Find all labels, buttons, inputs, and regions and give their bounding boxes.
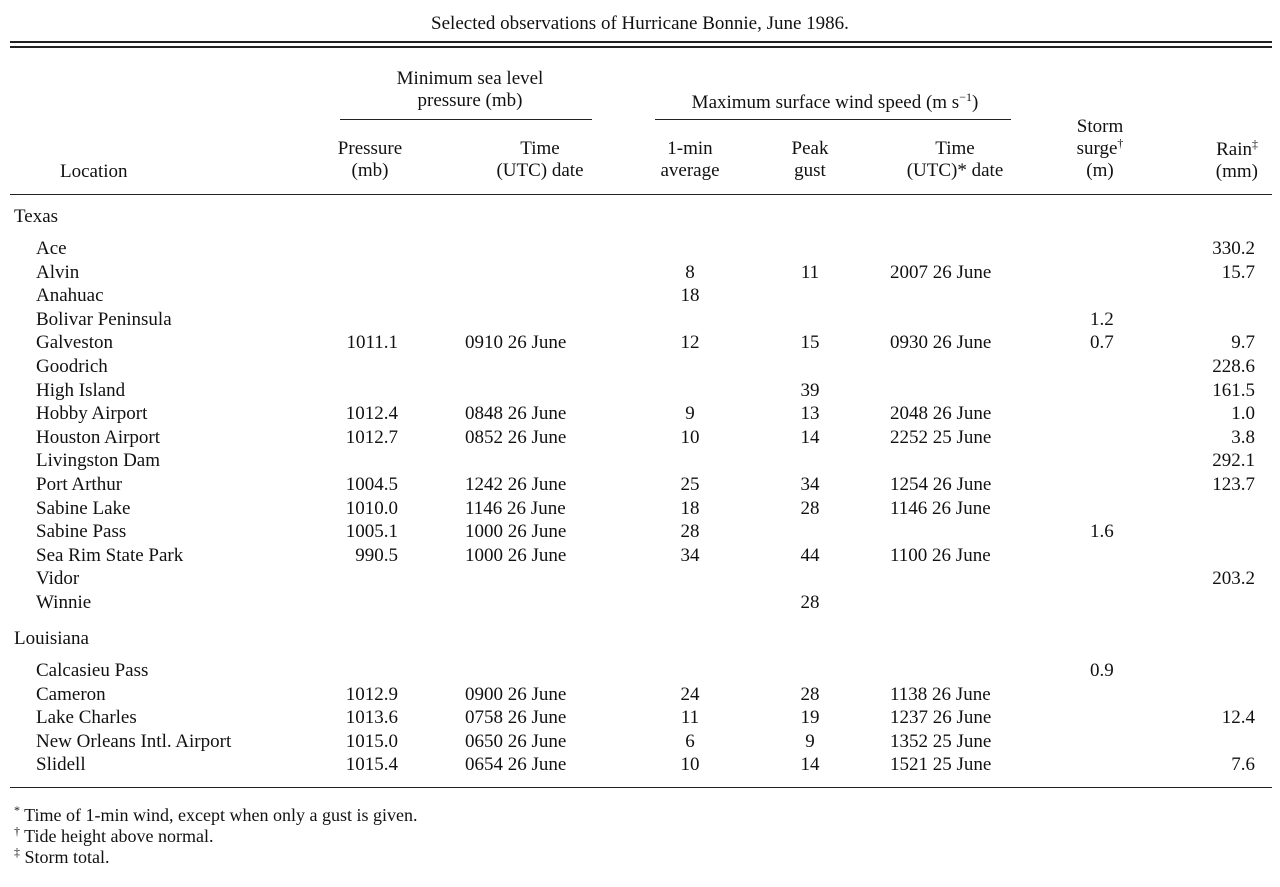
section-heading: Texas: [14, 206, 59, 227]
cell-loc: High Island: [36, 380, 126, 401]
header-group-pressure-line1: Minimum sea level: [396, 68, 544, 89]
cell-avg: 24: [680, 684, 700, 705]
cell-avg: 10: [680, 427, 700, 448]
header-gust-2: gust: [794, 160, 826, 181]
cell-avg: 18: [680, 498, 700, 519]
footnote: [14, 846, 110, 869]
header-location: Location: [60, 161, 128, 182]
cell-gust: 39: [800, 380, 820, 401]
footnote-mark: *: [14, 803, 20, 817]
cell-rain: 1.0: [1231, 403, 1255, 424]
cell-rain: 15.7: [1221, 262, 1255, 283]
header-gust-1: Peak: [791, 138, 829, 159]
cell-gust: 9: [805, 731, 815, 752]
cell-ptime: 0650 26 June: [465, 731, 567, 752]
cell-loc: Port Arthur: [36, 474, 123, 495]
header-ptime-1: Time: [520, 138, 560, 159]
cell-gust: 44: [800, 545, 820, 566]
footnote-mark: †: [14, 824, 20, 838]
cell-surge: 0.7: [1090, 332, 1114, 353]
cell-rain: 9.7: [1231, 332, 1255, 353]
cell-pressure: 1011.1: [346, 332, 398, 353]
header-ptime-2: (UTC) date: [496, 160, 584, 181]
header-rain-1: Rain‡: [1216, 137, 1258, 160]
cell-pressure: 1010.0: [345, 498, 398, 519]
header-surge-2: surge†: [1076, 136, 1124, 159]
cell-pressure: 1013.6: [345, 707, 398, 728]
cell-ptime: 1000 26 June: [465, 545, 567, 566]
cell-loc: Anahuac: [36, 285, 104, 306]
cell-loc: Calcasieu Pass: [36, 660, 149, 681]
cell-rain: 292.1: [1212, 450, 1255, 471]
cell-loc: Hobby Airport: [36, 403, 148, 424]
cell-pressure: 1012.9: [345, 684, 398, 705]
cell-loc: Lake Charles: [36, 707, 137, 728]
footnote: [14, 825, 213, 848]
cell-loc: Winnie: [36, 592, 92, 613]
cell-gust: 34: [800, 474, 820, 495]
cell-avg: 9: [685, 403, 695, 424]
cell-pressure: 1005.1: [345, 521, 398, 542]
header-pressure-2: (mb): [351, 160, 389, 181]
top-double-rule-2: [10, 46, 1272, 48]
cell-gust: 11: [800, 262, 820, 283]
cell-ptime: 0852 26 June: [465, 427, 567, 448]
cell-avg: 10: [680, 754, 700, 775]
header-surge-3: (m): [1086, 160, 1114, 181]
cell-wtime: 1254 26 June: [890, 474, 992, 495]
cell-rain: 203.2: [1212, 568, 1255, 589]
header-wtime-2: (UTC)* date: [906, 160, 1004, 181]
cell-loc: Houston Airport: [36, 427, 161, 448]
header-avg-1: 1-min: [667, 138, 713, 159]
cell-gust: 28: [800, 684, 820, 705]
cell-ptime: 1242 26 June: [465, 474, 567, 495]
cell-wtime: 1146 26 June: [890, 498, 991, 519]
cell-pressure: 1012.7: [345, 427, 398, 448]
cell-avg: 6: [685, 731, 695, 752]
cell-wtime: 2048 26 June: [890, 403, 992, 424]
footnote: [14, 804, 417, 827]
cell-pressure: 1015.4: [345, 754, 398, 775]
cell-loc: Livingston Dam: [36, 450, 161, 471]
cell-pressure: 1012.4: [345, 403, 398, 424]
cell-avg: 34: [680, 545, 700, 566]
cell-gust: 15: [800, 332, 820, 353]
header-avg-2: average: [660, 160, 720, 181]
table-title: Selected observations of Hurricane Bonnie, June 1986.: [431, 13, 849, 34]
cell-loc: Alvin: [36, 262, 80, 283]
cell-rain: 330.2: [1212, 238, 1255, 259]
header-pressure-1: Pressure: [337, 138, 403, 159]
cell-rain: 3.8: [1231, 427, 1255, 448]
cell-loc: Sea Rim State Park: [36, 545, 184, 566]
section-heading: Louisiana: [14, 628, 89, 649]
cell-loc: Vidor: [36, 568, 80, 589]
cell-wtime: 1138 26 June: [890, 684, 991, 705]
table-bottom-rule: [10, 787, 1272, 788]
cell-loc: Slidell: [36, 754, 86, 775]
cell-avg: 11: [680, 707, 700, 728]
cell-ptime: 1000 26 June: [465, 521, 567, 542]
cell-rain: 7.6: [1231, 754, 1255, 775]
cell-avg: 12: [680, 332, 700, 353]
cell-avg: 8: [685, 262, 695, 283]
cell-rain: 161.5: [1212, 380, 1255, 401]
header-rain-2: (mm): [1215, 161, 1258, 182]
cell-ptime: 1146 26 June: [465, 498, 566, 519]
top-double-rule-1: [10, 41, 1272, 43]
cell-pressure: 1015.0: [345, 731, 398, 752]
cell-gust: 14: [800, 427, 820, 448]
header-group-wind: Maximum surface wind speed (m $s^{-1}$): [691, 90, 979, 113]
header-bottom-rule: [10, 194, 1272, 195]
cell-loc: Bolivar Peninsula: [36, 309, 172, 330]
footnote-text: Tide height above normal.: [20, 826, 214, 846]
cell-loc: New Orleans Intl. Airport: [36, 731, 232, 752]
cell-wtime: 1521 25 June: [890, 754, 992, 775]
cell-surge: 1.6: [1090, 521, 1114, 542]
cell-wtime: 2252 25 June: [890, 427, 992, 448]
cell-pressure: 990.5: [355, 545, 398, 566]
header-group-pressure-rule: [340, 119, 592, 120]
cell-gust: 28: [800, 592, 820, 613]
cell-rain: 123.7: [1212, 474, 1255, 495]
header-wtime-1: Time: [935, 138, 975, 159]
header-group-pressure-line2: pressure (mb): [417, 90, 523, 111]
cell-wtime: 1237 26 June: [890, 707, 992, 728]
header-group-wind-rule: [655, 119, 1011, 120]
cell-loc: Ace: [36, 238, 67, 259]
cell-ptime: 0910 26 June: [465, 332, 567, 353]
cell-loc: Goodrich: [36, 356, 108, 377]
cell-rain: 12.4: [1221, 707, 1255, 728]
cell-ptime: 0900 26 June: [465, 684, 567, 705]
cell-wtime: 1100 26 June: [890, 545, 991, 566]
cell-pressure: 1004.5: [345, 474, 398, 495]
cell-gust: 19: [800, 707, 820, 728]
cell-wtime: 1352 25 June: [890, 731, 992, 752]
header-surge-1: Storm: [1076, 116, 1124, 137]
cell-loc: Sabine Lake: [36, 498, 131, 519]
cell-gust: 28: [800, 498, 820, 519]
cell-ptime: 0654 26 June: [465, 754, 567, 775]
cell-loc: Cameron: [36, 684, 106, 705]
cell-surge: 0.9: [1090, 660, 1114, 681]
cell-gust: 14: [800, 754, 820, 775]
cell-loc: Galveston: [36, 332, 114, 353]
cell-wtime: 0930 26 June: [890, 332, 992, 353]
footnote-text: Storm total.: [20, 847, 110, 867]
cell-surge: 1.2: [1090, 309, 1114, 330]
cell-loc: Sabine Pass: [36, 521, 127, 542]
cell-wtime: 2007 26 June: [890, 262, 992, 283]
footnote-mark: ‡: [14, 845, 20, 859]
cell-rain: 228.6: [1212, 356, 1255, 377]
cell-avg: 25: [680, 474, 700, 495]
footnote-text: Time of 1-min wind, except when only a gust is given.: [20, 805, 418, 825]
cell-avg: 18: [680, 285, 700, 306]
cell-avg: 28: [680, 521, 700, 542]
cell-ptime: 0758 26 June: [465, 707, 567, 728]
cell-ptime: 0848 26 June: [465, 403, 567, 424]
cell-gust: 13: [800, 403, 820, 424]
